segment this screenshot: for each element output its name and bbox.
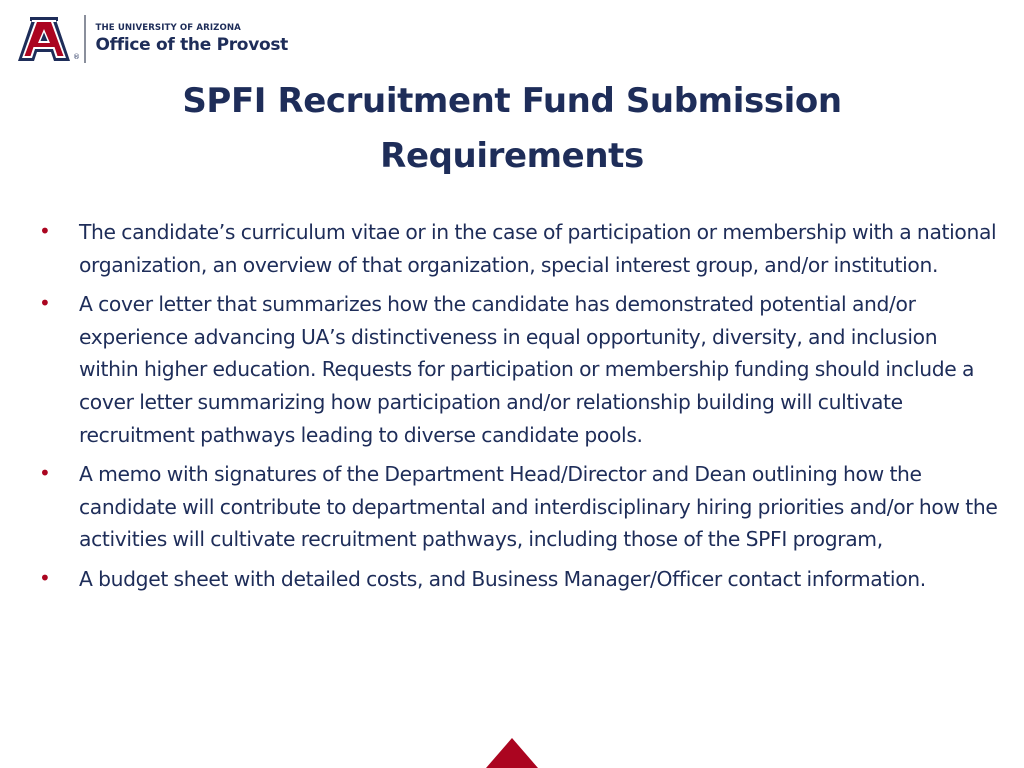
- page-title-line-2: Requirements: [380, 136, 644, 176]
- bullet-icon: •: [39, 291, 51, 316]
- bullet-icon: •: [39, 461, 51, 486]
- bullet-icon: •: [39, 565, 51, 590]
- office-name: Office of the Provost: [95, 34, 288, 55]
- logo-block: [16, 14, 288, 64]
- list-item-text: A memo with signatures of the Department Head/Director and Dean outlining how the candidate will contribute to departmental and interdisciplinary hiring priorities and/or how the activities will cultivate recruitment pathways, including those of the SPFI program,: [79, 462, 998, 552]
- bullet-icon: •: [39, 219, 51, 243]
- list-item: [38, 216, 998, 281]
- list-item: [38, 563, 998, 596]
- page-title-line-1: SPFI Recruitment Fund Submission: [182, 81, 842, 121]
- university-name: THE UNIVERSITY OF ARIZONA: [95, 22, 241, 33]
- list-item-text: A cover letter that summarizes how the candidate has demonstrated potential and/or experience advancing UA’s distinctiveness in equal opportunity, diversity, and inclusion within higher education. Requests for participation or membership funding should include a cover letter summarizing how participation and/or relationship building will cultivate recruitment pathways leading to diverse candidate pools.: [79, 292, 975, 447]
- logo-divider: [84, 15, 86, 63]
- triangle-icon: [486, 738, 538, 768]
- block-a-logo-icon: [16, 15, 80, 63]
- logo-text: [96, 23, 289, 56]
- registered-mark: ®: [73, 53, 80, 61]
- list-item-text: A budget sheet with detailed costs, and Business Manager/Officer contact information.: [79, 566, 926, 591]
- list-item: [38, 458, 998, 556]
- list-item-text: The candidate’s curriculum vitae or in the case of participation or membership with a national organization, an overview of that organization, special interest group, and/or institution.: [79, 220, 997, 277]
- requirements-list: [38, 216, 998, 603]
- list-item: [38, 288, 998, 451]
- page-title: [0, 74, 1024, 184]
